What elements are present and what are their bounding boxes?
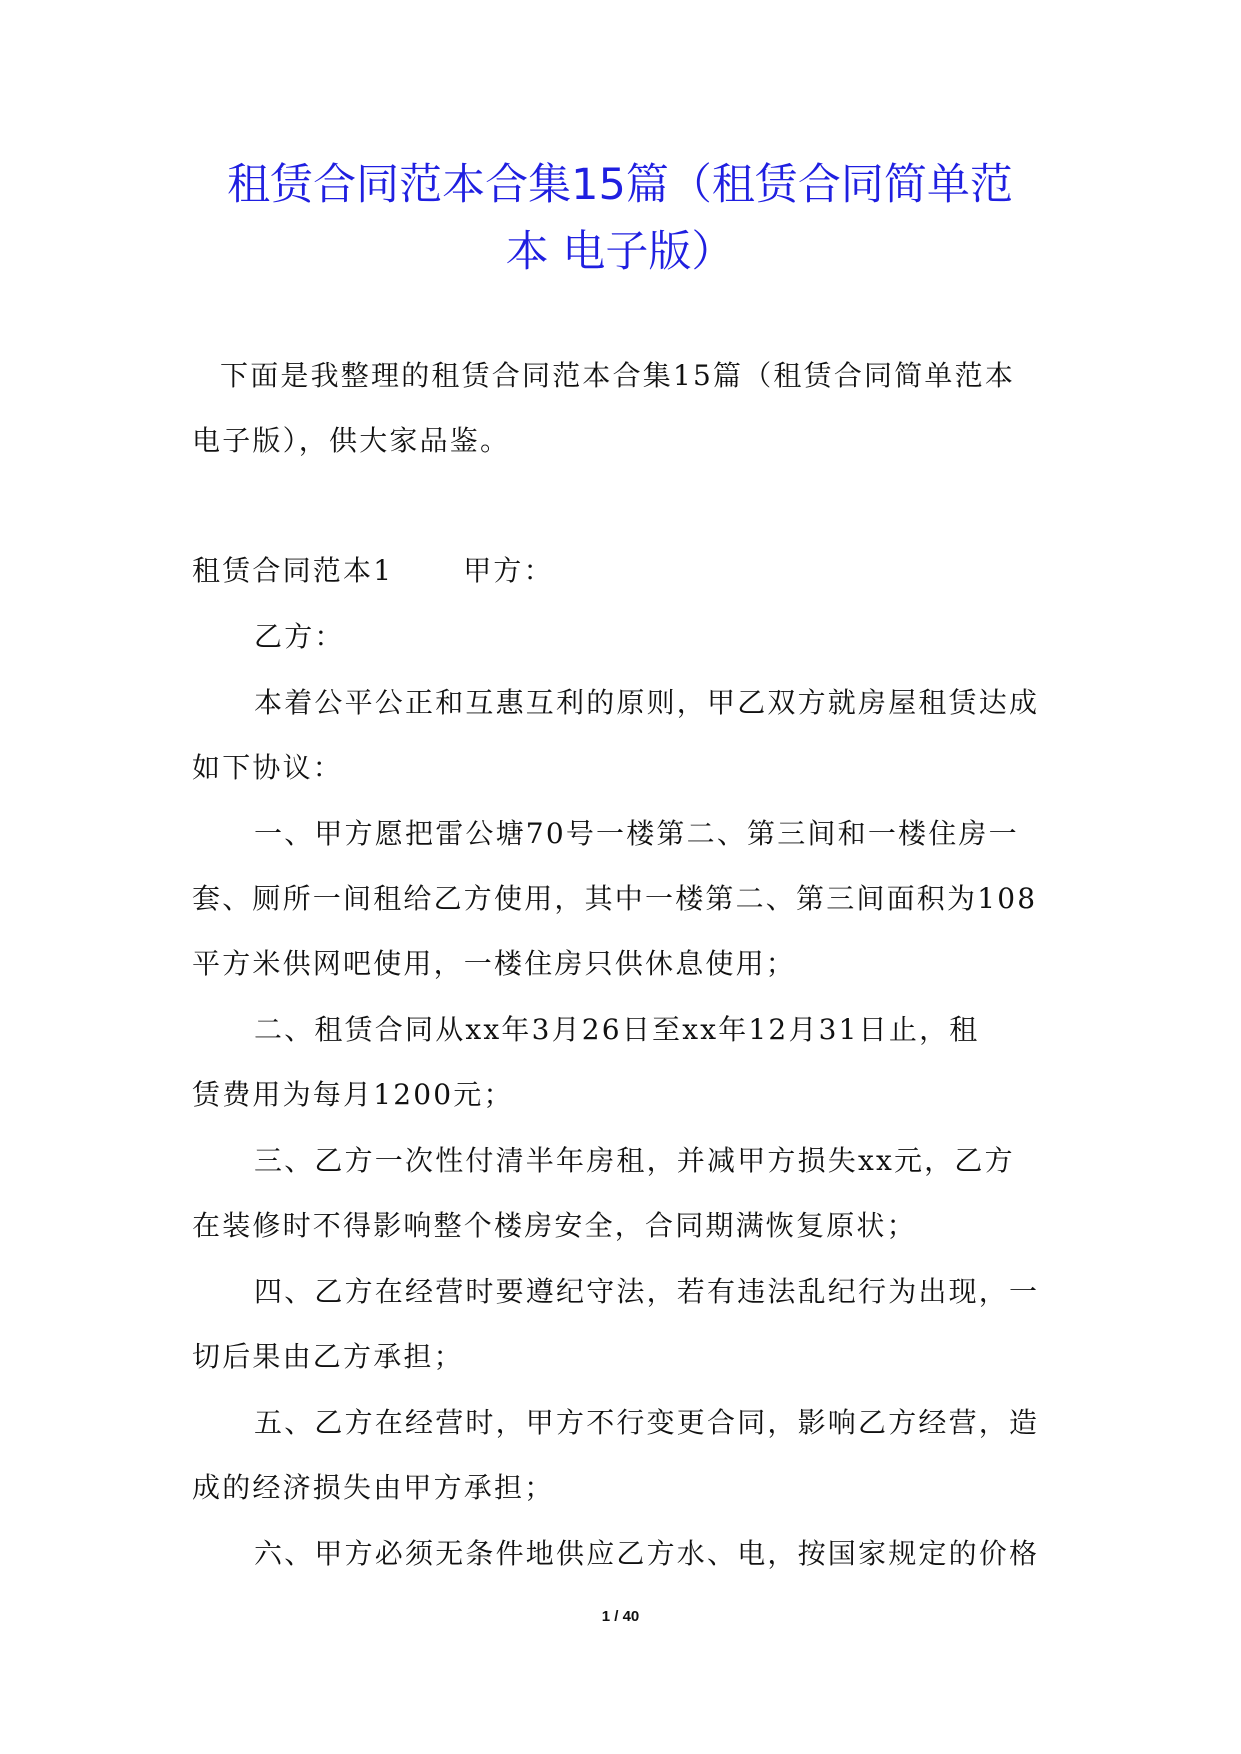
clause-line: 二、租赁合同从xx年3月26日至xx年12月31日止，租 <box>254 1013 980 1046</box>
clause-line: 平方米供网吧使用，一楼住房只供休息使用； <box>192 947 797 980</box>
clause-line: 在装修时不得影响整个楼房安全，合同期满恢复原状； <box>192 1209 917 1242</box>
clause-line: 四、乙方在经营时要遵纪守法，若有违法乱纪行为出现，一 <box>254 1275 1040 1308</box>
clause-line: 套、厕所一间租给乙方使用，其中一楼第二、第三间面积为108 <box>192 882 1038 915</box>
section-heading-row <box>192 555 1052 587</box>
document-title-line-1: 租赁合同范本合集15篇（租赁合同简单范 <box>227 160 1013 210</box>
clause-line: 成的经济损失由甲方承担； <box>192 1471 555 1504</box>
party-a-label: 甲方： <box>463 554 554 587</box>
clause-line: 五、乙方在经营时，甲方不行变更合同，影响乙方经营，造 <box>254 1406 1040 1439</box>
clause-line: 赁费用为每月1200元； <box>192 1078 514 1111</box>
clause-line: 三、乙方一次性付清半年房租，并减甲方损失xx元，乙方 <box>254 1144 1015 1177</box>
clause-line: 如下协议： <box>192 751 344 784</box>
intro-line-2: 电子版），供大家品鉴。 <box>192 424 511 457</box>
party-b-label: 乙方： <box>254 620 345 653</box>
clause-line: 六、甲方必须无条件地供应乙方水、电，按国家规定的价格 <box>254 1537 1040 1570</box>
clause-line: 切后果由乙方承担； <box>192 1340 464 1373</box>
page-number: 1 / 40 <box>601 1608 640 1625</box>
clause-line: 一、甲方愿把雷公塘70号一楼第二、第三间和一楼住房一 <box>254 817 1019 850</box>
clause-line: 本着公平公正和互惠互利的原则，甲乙双方就房屋租赁达成 <box>254 686 1040 719</box>
document-title-line-2: 本 电子版） <box>505 227 735 277</box>
section-heading: 租赁合同范本1 <box>192 554 394 587</box>
intro-line-1: 下面是我整理的租赁合同范本合集15篇（租赁合同简单范本 <box>220 359 1016 392</box>
